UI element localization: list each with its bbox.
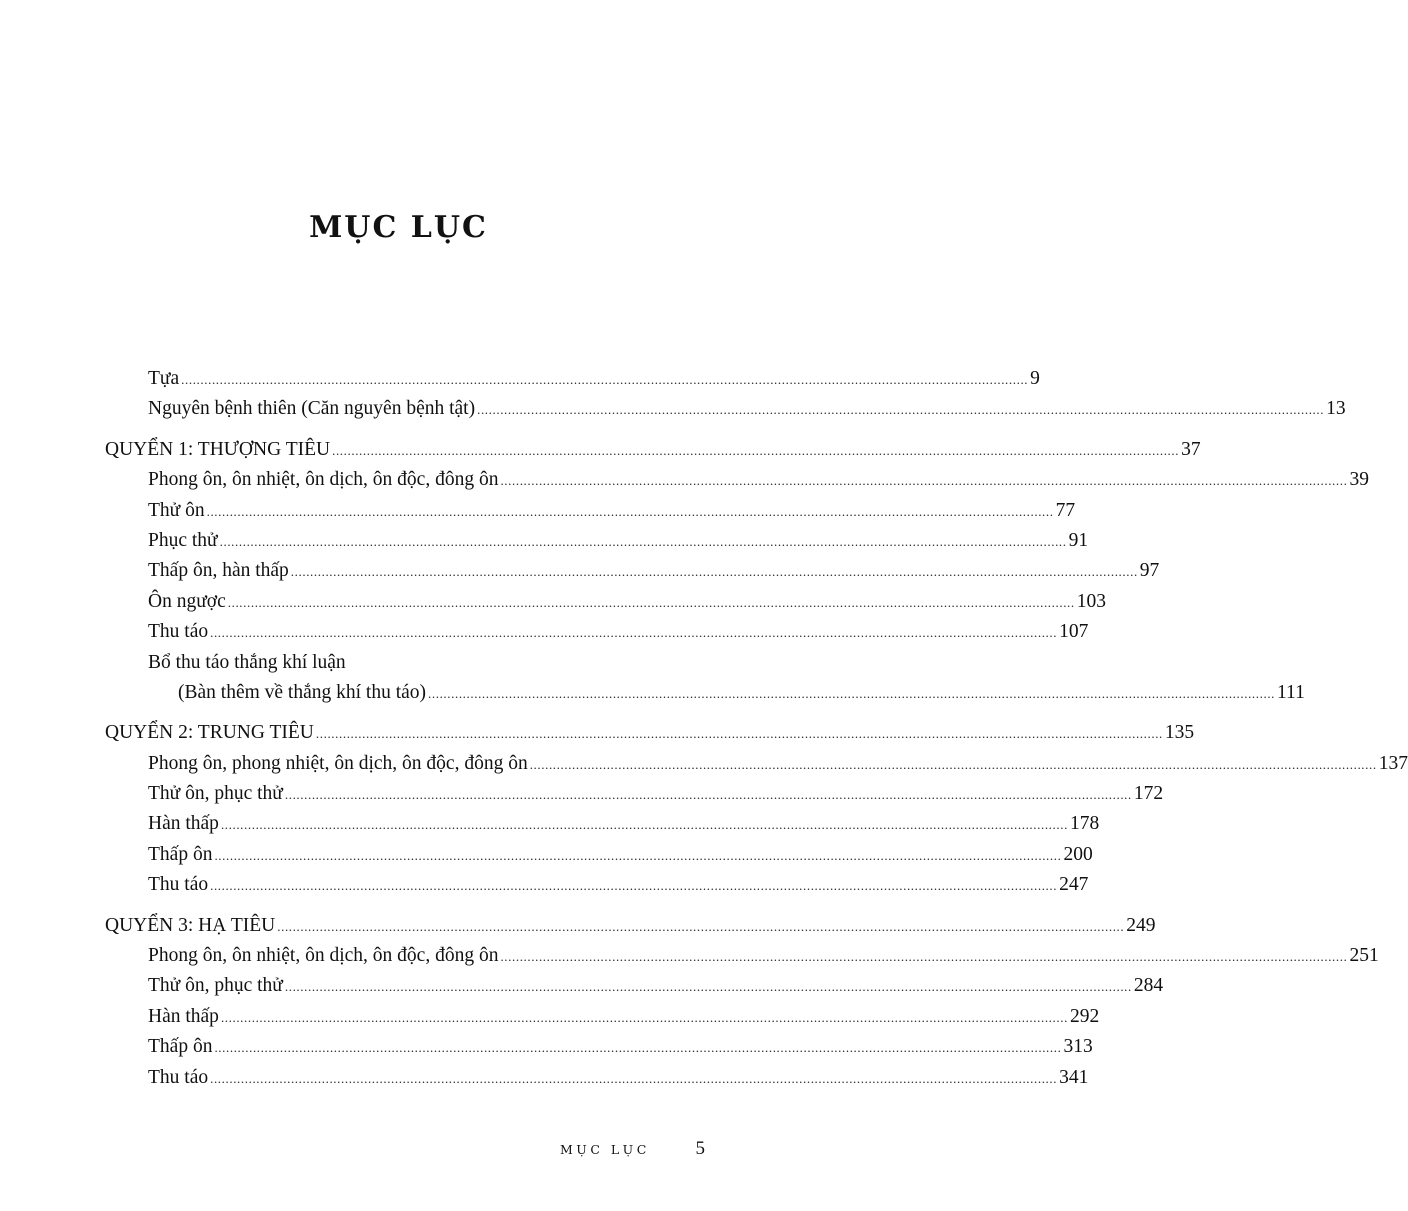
- toc-entry: [105, 499, 1076, 530]
- toc-entry-page: 172: [1133, 783, 1164, 805]
- toc-entry-page: 313: [1063, 1036, 1093, 1058]
- toc-entry-title: QUYỂN 3: HẠ TIÊU: [105, 914, 276, 936]
- toc-entry-title: Thử ôn, phục thử: [148, 783, 283, 805]
- toc-entry-page: 91: [1068, 529, 1089, 551]
- toc-entry: [105, 560, 1160, 590]
- toc-entry-page: 111: [1277, 681, 1305, 703]
- dot-leader: ............................................................................................................................................................................................................................: [220, 817, 1068, 833]
- toc-entry-title: Tựa: [148, 368, 180, 389]
- toc-entry-page: 251: [1349, 945, 1379, 967]
- dot-leader: ............................................................................................................................................................................................................................: [181, 372, 1029, 387]
- toc-entry-title: QUYỂN 2: TRUNG TIÊU: [105, 722, 314, 744]
- toc-entry-page: 97: [1139, 560, 1160, 582]
- table-of-contents: [105, 368, 1408, 1097]
- toc-entry: [105, 681, 1305, 712]
- dot-leader: ............................................................................................................................................................................................................................: [214, 847, 1062, 863]
- toc-entry: [105, 368, 1040, 398]
- toc-entry: [105, 1005, 1100, 1036]
- toc-entry: [105, 529, 1089, 560]
- toc-entry-page: 77: [1055, 499, 1076, 521]
- toc-entry-title: Thu táo: [148, 1066, 209, 1088]
- dot-leader: ............................................................................................................................................................................................................................: [500, 473, 1348, 489]
- toc-entry-title: Ôn ngược: [148, 590, 226, 612]
- toc-entry-page: 200: [1063, 843, 1093, 865]
- page-footer: [560, 1138, 705, 1160]
- dot-leader: ............................................................................................................................................................................................................................: [315, 726, 1163, 742]
- toc-entry: [105, 945, 1379, 975]
- toc-entry-page: 39: [1349, 469, 1369, 491]
- dot-leader: ............................................................................................................................................................................................................................: [206, 503, 1054, 519]
- toc-entry-title: Thấp ôn: [148, 1036, 213, 1058]
- toc-part-entry: [105, 438, 1201, 469]
- toc-entry-page: 137: [1378, 752, 1408, 774]
- toc-entry-page: 249: [1126, 914, 1156, 936]
- dot-leader: ............................................................................................................................................................................................................................: [428, 685, 1276, 701]
- toc-entry-title: Hàn thấp: [148, 1005, 219, 1027]
- dot-leader: ............................................................................................................................................................................................................................: [529, 756, 1377, 772]
- toc-part-entry: [105, 722, 1195, 752]
- toc-entry: [105, 843, 1093, 874]
- toc-entry-page: 292: [1069, 1005, 1100, 1027]
- dot-leader: ............................................................................................................................................................................................................................: [500, 949, 1348, 965]
- toc-entry-title: Bổ thu táo thắng khí luận: [148, 651, 346, 673]
- dot-leader: ............................................................................................................................................................................................................................: [210, 878, 1058, 894]
- toc-entry: [105, 652, 673, 682]
- running-footer-label: MỤC LỤC: [560, 1142, 650, 1157]
- dot-leader: ............................................................................................................................................................................................................................: [332, 442, 1180, 458]
- toc-entry: [105, 398, 1346, 428]
- toc-entry-page: 247: [1059, 874, 1089, 896]
- toc-entry-title: Phong ôn, ôn nhiệt, ôn dịch, ôn độc, đông ôn: [148, 469, 499, 491]
- dot-leader: ............................................................................................................................................................................................................................: [477, 402, 1325, 418]
- dot-leader: ............................................................................................................................................................................................................................: [210, 625, 1058, 641]
- toc-entry-title: Phong ôn, phong nhiệt, ôn dịch, ôn độc, đông ôn: [148, 752, 528, 774]
- toc-entry: [105, 874, 1089, 904]
- dot-leader: ............................................................................................................................................................................................................................: [214, 1040, 1062, 1056]
- dot-leader: ............................................................................................................................................................................................................................: [220, 1009, 1068, 1025]
- toc-entry-title: QUYỂN 1: THƯỢNG TIÊU: [105, 438, 331, 460]
- toc-entry: [105, 783, 1164, 813]
- toc-entry: [105, 813, 1100, 843]
- toc-entry-page: 178: [1069, 813, 1100, 835]
- toc-entry-title: (Bàn thêm về thắng khí thu táo): [178, 681, 427, 703]
- toc-entry-page: 135: [1164, 722, 1195, 744]
- toc-entry-title: Hàn thấp: [148, 813, 219, 835]
- dot-leader: ............................................................................................................................................................................................................................: [219, 533, 1067, 549]
- toc-entry-title: Thử ôn, phục thử: [148, 975, 283, 997]
- toc-entry-title: Thử ôn: [148, 499, 205, 521]
- toc-entry: [105, 469, 1369, 499]
- toc-entry: [105, 621, 1089, 651]
- page-title: MỤC LỤC: [309, 210, 488, 245]
- toc-entry-title: Nguyên bệnh thiên (Căn nguyên bệnh tật): [148, 398, 476, 420]
- toc-entry-title: Phong ôn, ôn nhiệt, ôn dịch, ôn độc, đông ôn: [148, 945, 499, 967]
- toc-entry-page: 37: [1181, 438, 1201, 460]
- toc-entry-title: Thấp ôn, hàn thấp: [148, 560, 289, 582]
- toc-entry: [105, 1036, 1093, 1066]
- toc-entry-title: Thấp ôn: [148, 843, 213, 865]
- toc-entry: [105, 590, 1106, 621]
- toc-entry: [105, 975, 1164, 1005]
- toc-entry-page: 284: [1133, 975, 1164, 997]
- dot-leader: ............................................................................................................................................................................................................................: [277, 918, 1125, 934]
- toc-entry-title: Thu táo: [148, 874, 209, 896]
- toc-entry-page: 341: [1059, 1066, 1089, 1088]
- dot-leader: ............................................................................................................................................................................................................................: [284, 979, 1132, 995]
- toc-entry-page: 107: [1059, 621, 1089, 643]
- toc-entry: [105, 1066, 1089, 1097]
- toc-entry-page: 13: [1326, 398, 1346, 420]
- dot-leader: ............................................................................................................................................................................................................................: [290, 564, 1138, 580]
- toc-entry-title: Phục thử: [148, 529, 218, 551]
- toc-entry: [105, 752, 1408, 783]
- toc-part-entry: [105, 914, 1156, 945]
- toc-entry-page: 103: [1076, 590, 1106, 612]
- toc-entry-title: Thu táo: [148, 621, 209, 643]
- dot-leader: ............................................................................................................................................................................................................................: [284, 787, 1132, 803]
- page-number: 5: [695, 1138, 705, 1159]
- toc-entry-page: 9: [1030, 368, 1040, 389]
- dot-leader: ............................................................................................................................................................................................................................: [210, 1070, 1058, 1086]
- dot-leader: ............................................................................................................................................................................................................................: [227, 594, 1075, 610]
